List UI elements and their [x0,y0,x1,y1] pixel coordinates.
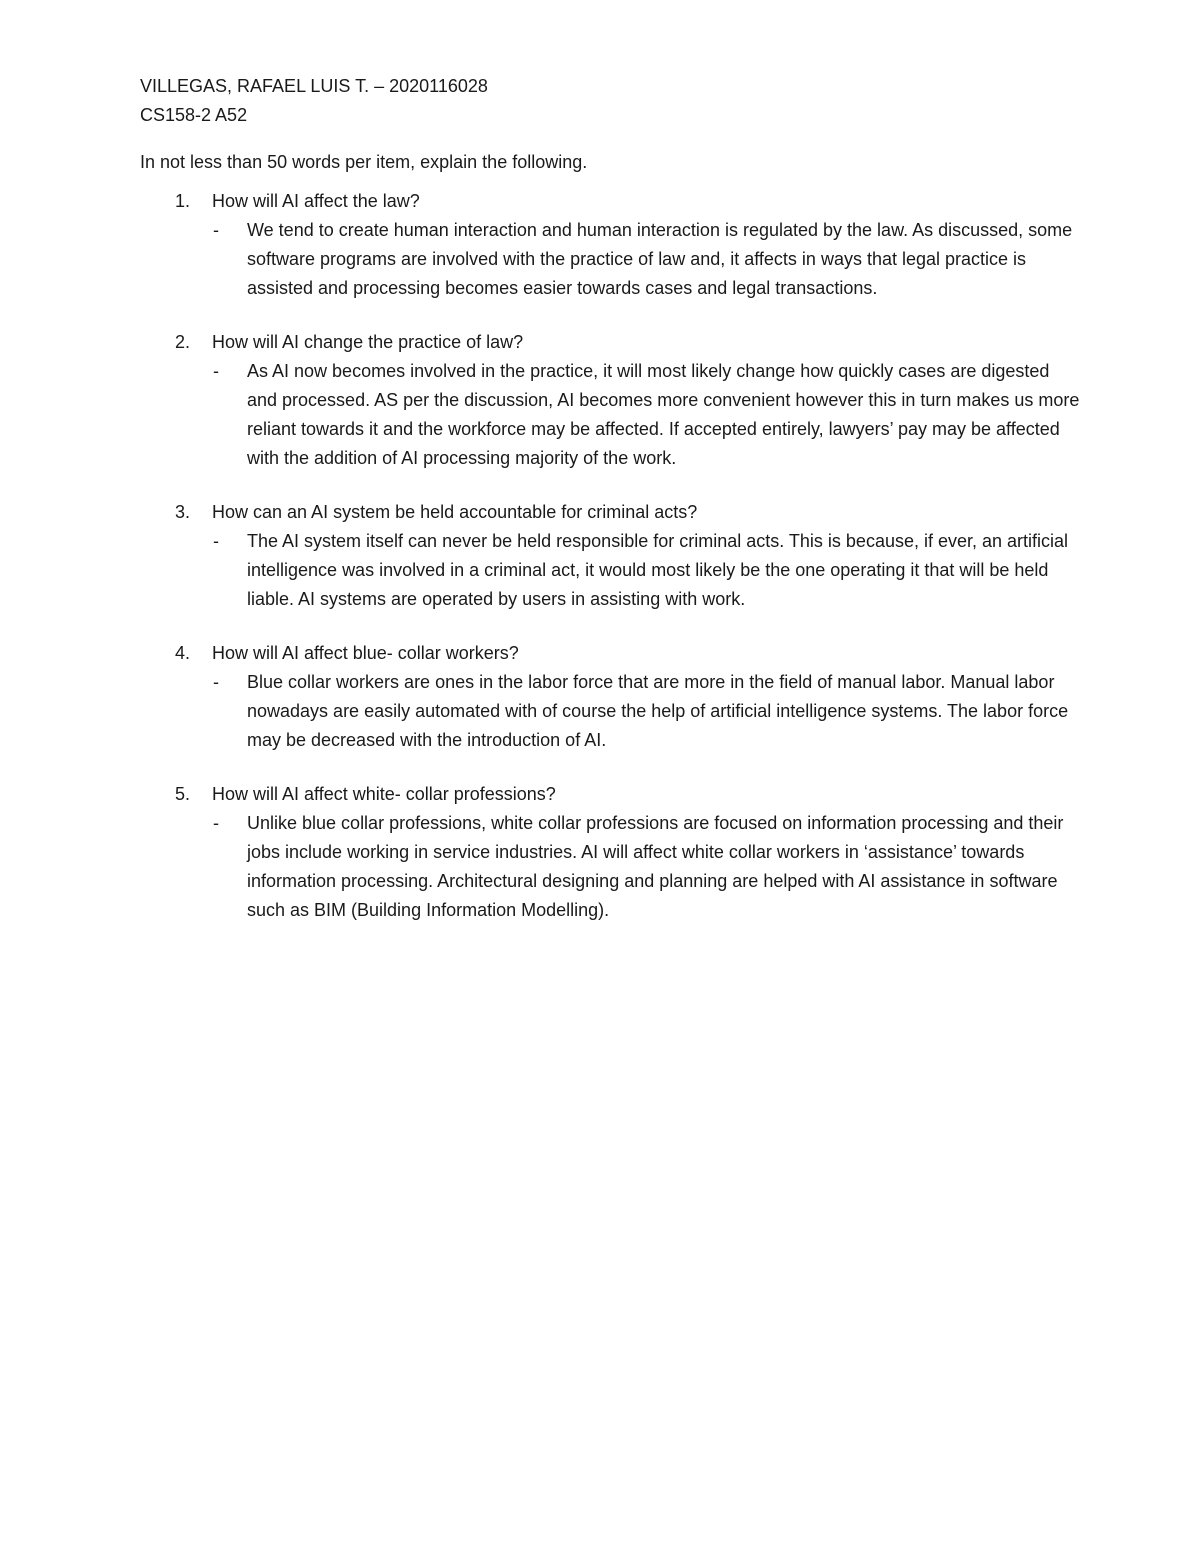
question-list [140,187,1080,925]
answer-text: The AI system itself can never be held responsible for criminal acts. This is because, if ever, an artificial intelligence was involved in a criminal act, it would most likely be the one operating it that will be held liable. AI systems are operated by users in assisting with work. [247,531,1069,609]
answer-dash-marker: - [213,361,219,381]
answer-dash-marker: - [213,531,219,551]
question-number: 2. [175,332,191,352]
answer-block [213,527,1080,614]
question-item [140,328,1080,473]
question-text: How will AI affect white- collar professions? [212,784,556,804]
answer-block [213,357,1080,473]
question-number: 4. [175,643,191,663]
question-item [140,639,1080,755]
assignment-instructions: In not less than 50 words per item, explain the following. [140,152,588,172]
student-name-line: VILLEGAS, RAFAEL LUIS T. – 2020116028 [140,76,488,96]
answer-text: We tend to create human interaction and human interaction is regulated by the law. As discussed, some software programs are involved with the practice of law and, it affects in ways that legal practice is assisted and processing becomes easier towards cases and legal transactions. [247,220,1073,298]
question-item [140,187,1080,303]
answer-block [213,809,1080,925]
answer-dash-marker: - [213,672,219,692]
course-section-line: CS158-2 A52 [140,105,248,125]
question-item [140,780,1080,925]
answer-dash-marker: - [213,813,219,833]
question-number: 1. [175,191,191,211]
answer-text: As AI now becomes involved in the practice, it will most likely change how quickly cases are digested and processed. AS per the discussion, AI becomes more convenient however this in turn makes us more reliant towards it and the workforce may be affected. If accepted entirely, lawyers’ pay may be affected with the addition of AI processing majority of the work. [247,361,1080,468]
question-text: How will AI affect the law? [212,191,420,211]
answer-dash-marker: - [213,220,219,240]
document-body [140,72,1080,950]
answer-text: Unlike blue collar professions, white collar professions are focused on information processing and their jobs include working in service industries. AI will affect white collar workers in ‘assistance’ towards information processing. Architectural designing and planning are helped with AI assistance in software such as BIM (Building Information Modelling). [247,813,1064,920]
question-number: 3. [175,502,191,522]
question-number: 5. [175,784,191,804]
answer-text: Blue collar workers are ones in the labor force that are more in the field of manual labor. Manual labor nowadays are easily automated with of course the help of artificial intelligence systems. The labor force may be decreased with the introduction of AI. [247,672,1069,750]
answer-block [213,216,1080,303]
question-item [140,498,1080,614]
question-text: How will AI affect blue- collar workers? [212,643,519,663]
answer-block [213,668,1080,755]
question-text: How will AI change the practice of law? [212,332,524,352]
question-text: How can an AI system be held accountable for criminal acts? [212,502,698,522]
